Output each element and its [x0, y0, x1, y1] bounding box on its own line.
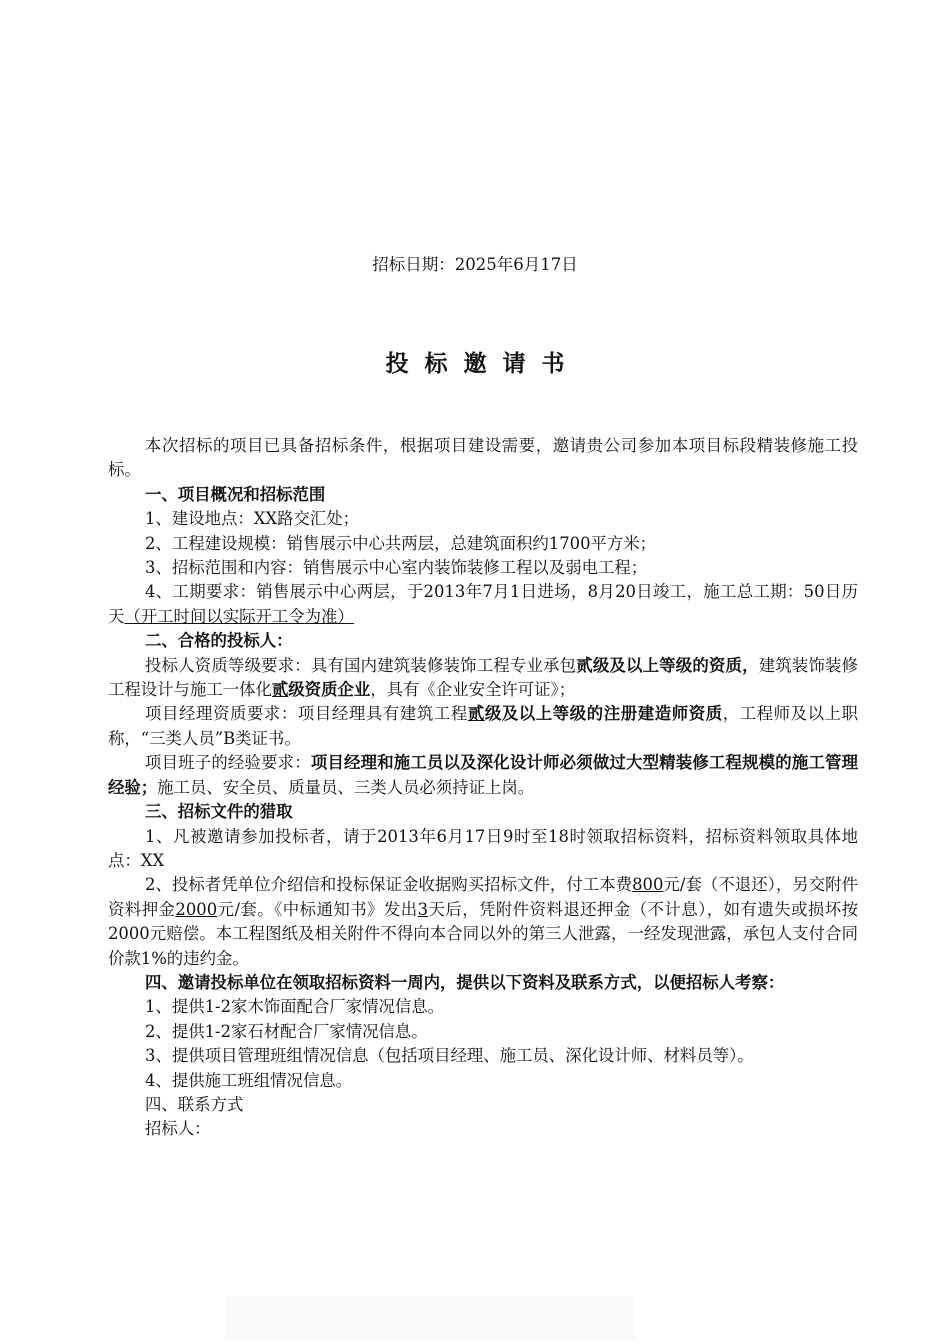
- section-3-item-1: 1、凡被邀请参加投标者，请于2013年6月17日9时至18时领取招标资料，招标资料领取具体地点：XX: [108, 826, 858, 870]
- bidder-qualification: [108, 654, 858, 703]
- manager-title: ，工程师及以上职称，“三类人员”B类证书。: [108, 704, 859, 748]
- section-4-item-2: 2、提供1-2家石材配合厂家情况信息。: [145, 1021, 428, 1041]
- intro-paragraph: 本次招标的项目已具备招标条件，根据项目建设需要，邀请贵公司参加本项目标段精装修施工投标。: [108, 436, 858, 480]
- schedule-note: （开工时间以实际开工令为准）: [124, 606, 354, 626]
- tenderer-label: 招标人：: [145, 1119, 211, 1139]
- fee-text-4: 天后，凭附件资料退还押金（不计息），如有遗失或损坏按2000元赔偿。本工程图纸及相关附件不得向本合同以外的第三人泄露，一经发现泄露，承包人支付合同价款1%的违约金。: [108, 899, 858, 968]
- fee-text-2: 元/套（不退还），另交附件资料押金: [108, 875, 858, 919]
- qualification-grade-2: 贰: [271, 680, 289, 700]
- deposit-amount: 2000: [175, 899, 218, 919]
- section-4-item-3: 3、提供项目管理班组情况信息（包括项目经理、施工员、深化设计师、材料员等）。: [145, 1046, 754, 1066]
- qualification-text-2: 建筑装饰装修工程设计与施工一体化: [108, 655, 859, 700]
- manager-registered: 级及以上等级的注册建造师资质: [484, 704, 723, 724]
- manager-text: 项目经理资质要求：项目经理具有建筑工程: [145, 704, 468, 724]
- manager-grade: 贰: [467, 704, 485, 724]
- team-experience: [108, 751, 858, 800]
- section-1-item-4: [108, 580, 858, 629]
- fee-text: 2、投标者凭单位介绍信和投标保证金收据购买招标文件，付工本费: [145, 875, 633, 895]
- fee-text-3: 元/套。《中标通知书》发出: [217, 899, 418, 919]
- refund-days: 3: [417, 899, 429, 919]
- section-4-item-1: 1、提供1-2家木饰面配合厂家情况信息。: [145, 997, 445, 1017]
- section-1-item-1: 1、建设地点：XX路交汇处；: [145, 509, 360, 529]
- fee-amount: 800: [632, 875, 664, 895]
- section-1-item-3: 3、招标范围和内容：销售展示中心室内装饰装修工程以及弱电工程；: [145, 558, 648, 578]
- section-5-heading: 四、联系方式: [145, 1094, 244, 1114]
- tender-date: 招标日期：2025年6月17日: [372, 255, 578, 274]
- qualification-grade: 贰级及以上等级的资质，: [576, 655, 759, 675]
- document-title: 投标邀请书: [385, 351, 581, 377]
- manager-qualification: [108, 702, 858, 751]
- section-4-heading: 四、邀请投标单位在领取招标资料一周内，提供以下资料及联系方式，以便招标人考察：: [145, 972, 785, 992]
- faint-footer-mark: [225, 1296, 635, 1340]
- section-4-item-4: 4、提供施工班组情况信息。: [145, 1070, 353, 1090]
- experience-certification: 施工员、安全员、质量员、三类人员必须持证上岗。: [157, 777, 535, 797]
- section-3-item-2: [108, 873, 858, 971]
- section-1-heading: 一、项目概况和招标范围: [145, 484, 326, 504]
- qualification-text: 投标人资质等级要求：具有国内建筑装修装饰工程专业承包: [145, 655, 577, 675]
- qualification-permit: ，具有《企业安全许可证》；: [370, 680, 576, 700]
- section-3-heading: 三、招标文件的猎取: [145, 802, 293, 822]
- schedule-text: 4、工期要求：销售展示中心两层，于2013年7月1日进场，8月20日竣工，施工总工期：50日历天: [108, 582, 858, 626]
- qualification-enterprise: 级资质企业: [288, 680, 371, 700]
- experience-requirement: 项目经理和施工员以及深化设计师必须做过大型精装修工程规模的施工管理经验；: [108, 753, 858, 797]
- section-1-item-2: 2、工程建设规模：销售展示中心共两层，总建筑面积约1700平方米；: [145, 533, 657, 553]
- document-body: [108, 434, 858, 1142]
- section-2-heading: 二、合格的投标人：: [145, 631, 293, 651]
- experience-label: 项目班子的经验要求：: [145, 753, 311, 773]
